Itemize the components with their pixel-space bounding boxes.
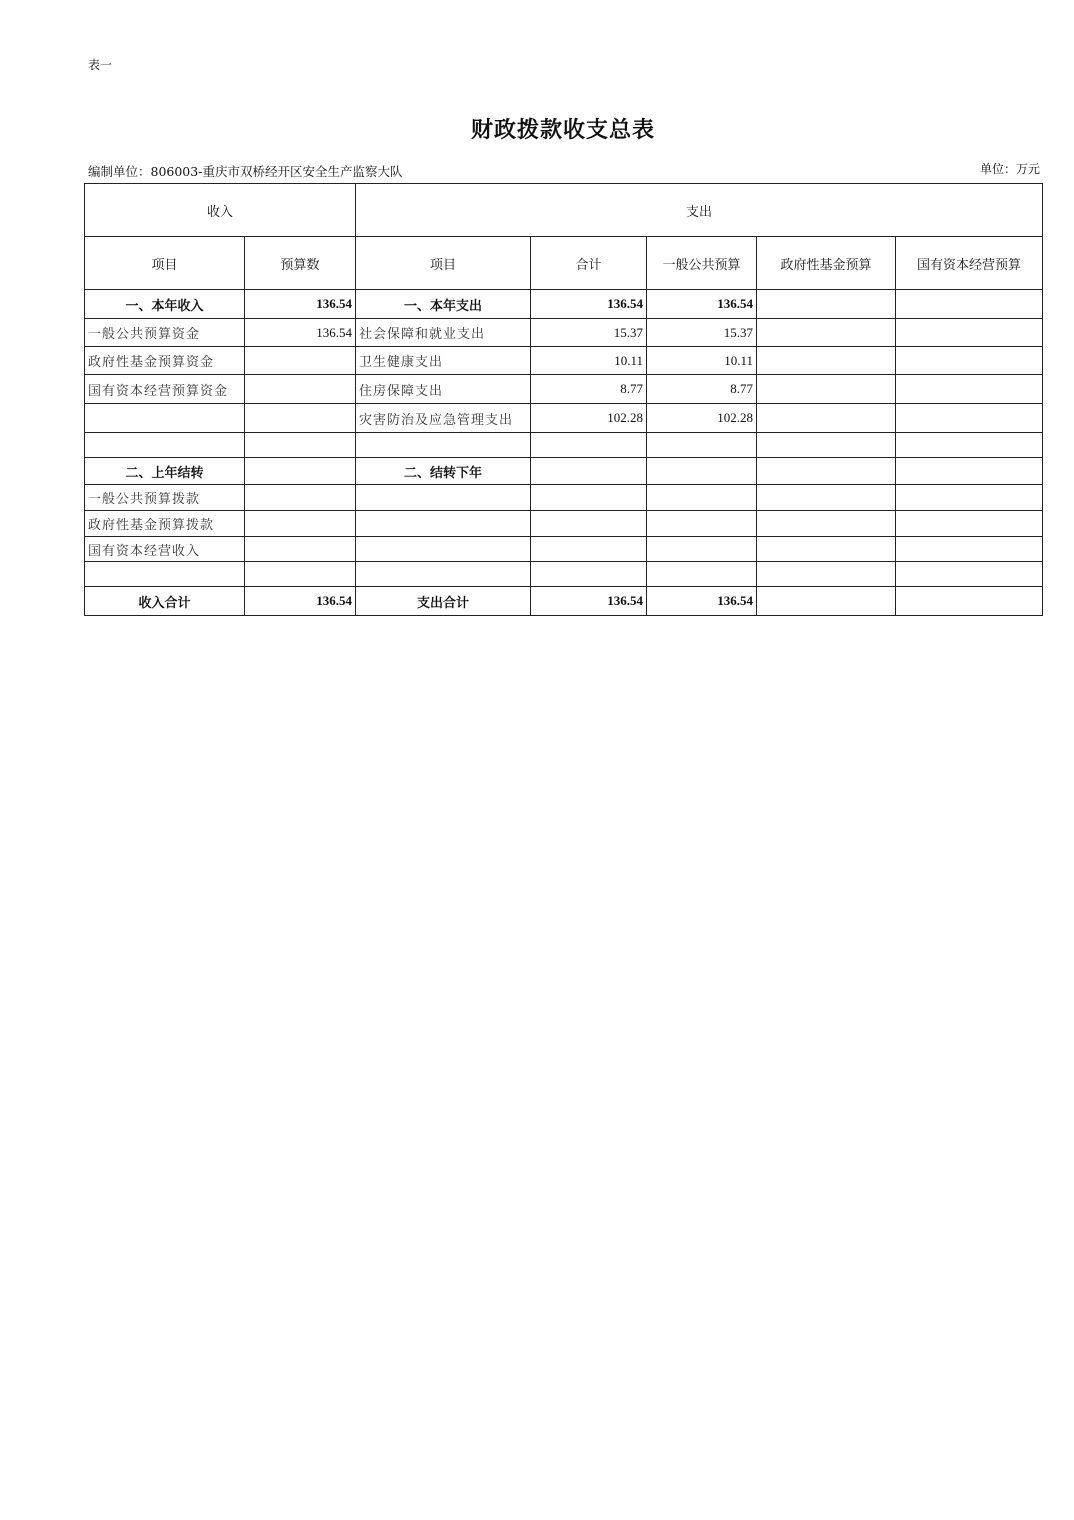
income-amount [245,458,356,485]
expense-item [356,511,531,537]
expense-group-header: 支出 [356,184,1043,237]
income-item [85,433,245,458]
income-item: 一、本年收入 [85,290,245,319]
income-amount [245,433,356,458]
income-item: 一般公共预算资金 [85,319,245,347]
income-item: 二、上年结转 [85,458,245,485]
income-item [85,404,245,433]
expense-state-capital [896,433,1043,458]
expense-state-capital [896,537,1043,562]
expense-state-capital [896,562,1043,587]
table-row [85,511,1043,537]
expense-total [531,485,647,511]
income-amount [245,485,356,511]
expense-total: 102.28 [531,404,647,433]
expense-state-capital [896,511,1043,537]
expense-gov-fund [757,537,896,562]
expense-item [356,433,531,458]
income-amount: 136.54 [245,290,356,319]
expense-state-capital [896,404,1043,433]
expense-total [531,562,647,587]
expense-state-capital [896,485,1043,511]
table-row [85,562,1043,587]
expense-total: 8.77 [531,375,647,404]
col-state-capital-budget: 国有资本经营预算 [896,237,1043,290]
expense-total-label: 支出合计 [356,587,531,616]
expense-gov-fund [757,562,896,587]
expense-item [356,562,531,587]
income-item: 国有资本经营收入 [85,537,245,562]
table-row [85,404,1043,433]
income-group-header: 收入 [85,184,356,237]
expense-item: 卫生健康支出 [356,347,531,375]
income-amount [245,562,356,587]
expense-gov-fund [757,347,896,375]
col-expense-item: 项目 [356,237,531,290]
income-item [85,562,245,587]
expense-item: 社会保障和就业支出 [356,319,531,347]
expense-item: 二、结转下年 [356,458,531,485]
income-amount [245,404,356,433]
expense-item: 灾害防治及应急管理支出 [356,404,531,433]
expense-total: 15.37 [531,319,647,347]
expense-general [647,433,757,458]
header-group-row [85,184,1043,237]
expense-item [356,485,531,511]
expense-total: 136.54 [531,290,647,319]
table-row [85,290,1043,319]
table-row [85,485,1043,511]
expense-item [356,537,531,562]
table-row [85,375,1043,404]
income-amount [245,511,356,537]
income-item: 政府性基金预算资金 [85,347,245,375]
expense-gov-fund [757,375,896,404]
income-amount [245,347,356,375]
expense-state-capital [896,587,1043,616]
income-amount [245,375,356,404]
col-general-budget: 一般公共预算 [647,237,757,290]
expense-general [647,562,757,587]
page-title: 财政拨款收支总表 [470,117,655,143]
expense-general: 15.37 [647,319,757,347]
col-income-item: 项目 [85,237,245,290]
expense-total [531,511,647,537]
income-amount: 136.54 [245,319,356,347]
expense-state-capital [896,375,1043,404]
col-budget: 预算数 [245,237,356,290]
expense-total: 136.54 [531,587,647,616]
currency-unit: 单位：万元 [979,162,1040,176]
col-gov-fund-budget: 政府性基金预算 [757,237,896,290]
totals-row [85,587,1043,616]
header-column-row [85,237,1043,290]
income-item: 国有资本经营预算资金 [85,375,245,404]
expense-general: 10.11 [647,347,757,375]
table-number: 表一 [88,58,113,72]
table-row [85,319,1043,347]
expense-total: 10.11 [531,347,647,375]
expense-general: 136.54 [647,290,757,319]
expense-item: 一、本年支出 [356,290,531,319]
table-row [85,433,1043,458]
table-row [85,458,1043,485]
expense-gov-fund [757,319,896,347]
expense-state-capital [896,458,1043,485]
income-item: 政府性基金预算拨款 [85,511,245,537]
expense-total [531,458,647,485]
expense-gov-fund [757,433,896,458]
expense-item: 住房保障支出 [356,375,531,404]
expense-gov-fund [757,485,896,511]
col-total: 合计 [531,237,647,290]
compiling-unit: 编制单位：806003-重庆市双桥经开区安全生产监察大队 [88,164,403,179]
budget-summary-table [84,183,1043,616]
income-amount [245,537,356,562]
expense-total [531,433,647,458]
expense-general [647,485,757,511]
expense-gov-fund [757,290,896,319]
income-item: 一般公共预算拨款 [85,485,245,511]
income-total-amount: 136.54 [245,587,356,616]
expense-state-capital [896,319,1043,347]
expense-general [647,458,757,485]
income-total-label: 收入合计 [85,587,245,616]
table-row [85,347,1043,375]
expense-gov-fund [757,511,896,537]
expense-general: 8.77 [647,375,757,404]
expense-general: 136.54 [647,587,757,616]
expense-state-capital [896,290,1043,319]
expense-general [647,511,757,537]
expense-gov-fund [757,404,896,433]
expense-general: 102.28 [647,404,757,433]
expense-gov-fund [757,587,896,616]
expense-state-capital [896,347,1043,375]
expense-general [647,537,757,562]
expense-gov-fund [757,458,896,485]
table-row [85,537,1043,562]
expense-total [531,537,647,562]
